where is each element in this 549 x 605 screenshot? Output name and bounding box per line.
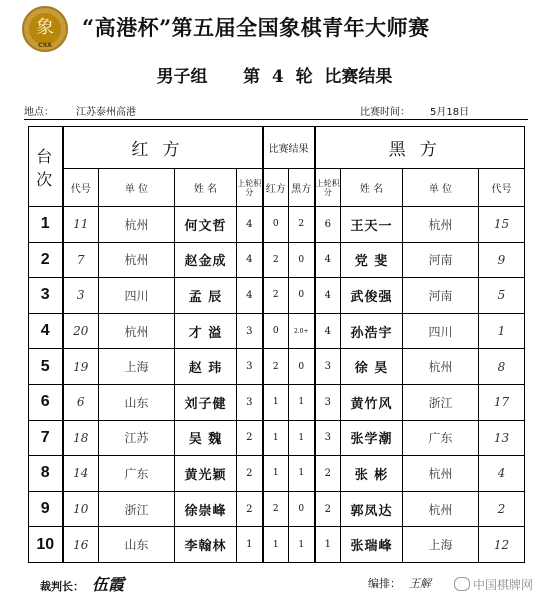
black-name: 张学潮 xyxy=(341,420,403,456)
red-score: 0 xyxy=(263,313,289,349)
red-prev-points: 3 xyxy=(237,384,263,420)
page-title: “高港杯”第五届全国象棋青年大师赛 xyxy=(82,15,430,40)
venue-label: 地点： xyxy=(24,107,54,118)
black-code: 13 xyxy=(479,420,525,456)
red-code: 3 xyxy=(63,278,99,314)
black-name: 徐 昊 xyxy=(341,349,403,385)
red-name: 徐崇峰 xyxy=(175,491,237,527)
table-row xyxy=(29,491,525,527)
black-score: 0 xyxy=(289,491,315,527)
red-prev-points: 4 xyxy=(237,278,263,314)
black-unit: 河南 xyxy=(403,242,479,278)
black-score: 1 xyxy=(289,527,315,563)
black-name: 王天一 xyxy=(341,207,403,243)
red-score: 2 xyxy=(263,491,289,527)
black-unit: 杭州 xyxy=(403,349,479,385)
black-code: 4 xyxy=(479,456,525,492)
header-row-bottom xyxy=(29,169,525,207)
black-code: 15 xyxy=(479,207,525,243)
red-prev-points: 3 xyxy=(237,313,263,349)
col-header-black-unit: 单 位 xyxy=(403,169,479,207)
table-row xyxy=(29,242,525,278)
black-unit: 杭州 xyxy=(403,207,479,243)
red-code: 19 xyxy=(63,349,99,385)
arranger-signature xyxy=(368,575,431,591)
red-code: 7 xyxy=(63,242,99,278)
results-table xyxy=(28,126,525,563)
col-header-black-score: 黑方 xyxy=(289,169,315,207)
col-header-red-code: 代号 xyxy=(63,169,99,207)
red-name: 刘子健 xyxy=(175,384,237,420)
table-row xyxy=(29,384,525,420)
table-row xyxy=(29,349,525,385)
arranger-sig: 王解 xyxy=(409,577,431,590)
black-prev-points: 4 xyxy=(315,242,341,278)
black-score: 2.0+ xyxy=(289,313,315,349)
red-prev-points: 2 xyxy=(237,456,263,492)
red-name: 才 溢 xyxy=(175,313,237,349)
black-prev-points: 1 xyxy=(315,527,341,563)
logo-emblem xyxy=(22,6,68,52)
red-prev-points: 1 xyxy=(237,527,263,563)
black-code: 5 xyxy=(479,278,525,314)
black-score: 0 xyxy=(289,349,315,385)
black-prev-points: 3 xyxy=(315,349,341,385)
result-group-header: 比赛结果 xyxy=(263,127,315,169)
red-code: 10 xyxy=(63,491,99,527)
red-score: 1 xyxy=(263,527,289,563)
black-score: 1 xyxy=(289,420,315,456)
table-number: 6 xyxy=(29,384,63,420)
red-score: 2 xyxy=(263,349,289,385)
black-code: 8 xyxy=(479,349,525,385)
table-number: 5 xyxy=(29,349,63,385)
table-number: 7 xyxy=(29,420,63,456)
red-unit: 山东 xyxy=(99,384,175,420)
red-code: 18 xyxy=(63,420,99,456)
black-unit: 浙江 xyxy=(403,384,479,420)
black-name: 张瑞峰 xyxy=(341,527,403,563)
red-unit: 广东 xyxy=(99,456,175,492)
red-unit: 杭州 xyxy=(99,313,175,349)
col-header-black-prev-points: 上轮积分 xyxy=(315,169,341,207)
venue-info xyxy=(24,103,136,118)
divider xyxy=(24,119,528,120)
red-code: 14 xyxy=(63,456,99,492)
table-number: 3 xyxy=(29,278,63,314)
black-unit: 广东 xyxy=(403,420,479,456)
arranger-label: 编排： xyxy=(368,577,401,590)
black-side-header: 黑方 xyxy=(315,127,525,169)
wechat-icon xyxy=(454,577,470,591)
logo-text: CXA xyxy=(38,42,52,49)
red-score: 1 xyxy=(263,456,289,492)
col-header-black-name: 姓 名 xyxy=(341,169,403,207)
black-prev-points: 3 xyxy=(315,420,341,456)
table-row xyxy=(29,527,525,563)
black-prev-points: 6 xyxy=(315,207,341,243)
date-value: 5月18日 xyxy=(430,107,470,118)
red-unit: 江苏 xyxy=(99,420,175,456)
black-prev-points: 2 xyxy=(315,491,341,527)
table-row xyxy=(29,420,525,456)
black-name: 党 斐 xyxy=(341,242,403,278)
black-unit: 上海 xyxy=(403,527,479,563)
black-score: 0 xyxy=(289,278,315,314)
date-label: 比赛时间： xyxy=(360,107,410,118)
page-subtitle: 男子组 第 4 轮 比赛结果 xyxy=(156,67,393,87)
red-score: 2 xyxy=(263,278,289,314)
referee-signature xyxy=(40,572,124,595)
red-name: 吴 魏 xyxy=(175,420,237,456)
col-header-red-prev-points: 上轮积分 xyxy=(237,169,263,207)
table-number: 1 xyxy=(29,207,63,243)
black-prev-points: 4 xyxy=(315,313,341,349)
red-prev-points: 3 xyxy=(237,349,263,385)
table-number: 8 xyxy=(29,456,63,492)
red-code: 11 xyxy=(63,207,99,243)
date-info xyxy=(360,103,469,118)
red-score: 0 xyxy=(263,207,289,243)
black-code: 17 xyxy=(479,384,525,420)
black-code: 2 xyxy=(479,491,525,527)
col-header-red-name: 姓 名 xyxy=(175,169,237,207)
venue-value: 江苏泰州高港 xyxy=(76,107,136,118)
red-name: 孟 辰 xyxy=(175,278,237,314)
red-code: 20 xyxy=(63,313,99,349)
red-unit: 山东 xyxy=(99,527,175,563)
red-name: 赵金成 xyxy=(175,242,237,278)
black-unit: 杭州 xyxy=(403,456,479,492)
logo-symbol: 象 xyxy=(29,13,61,45)
black-score: 1 xyxy=(289,456,315,492)
black-name: 孙浩宇 xyxy=(341,313,403,349)
table-number: 4 xyxy=(29,313,63,349)
black-unit: 四川 xyxy=(403,313,479,349)
red-unit: 杭州 xyxy=(99,207,175,243)
red-name: 赵 玮 xyxy=(175,349,237,385)
red-prev-points: 4 xyxy=(237,207,263,243)
red-score: 1 xyxy=(263,384,289,420)
black-name: 黄竹风 xyxy=(341,384,403,420)
red-prev-points: 2 xyxy=(237,491,263,527)
red-side-header: 红方 xyxy=(63,127,263,169)
black-score: 2 xyxy=(289,207,315,243)
red-prev-points: 4 xyxy=(237,242,263,278)
black-code: 9 xyxy=(479,242,525,278)
red-code: 16 xyxy=(63,527,99,563)
black-score: 0 xyxy=(289,242,315,278)
table-row xyxy=(29,456,525,492)
black-name: 张 彬 xyxy=(341,456,403,492)
header-row-top xyxy=(29,127,525,169)
black-name: 郭凤达 xyxy=(341,491,403,527)
table-row xyxy=(29,278,525,314)
black-score: 1 xyxy=(289,384,315,420)
table-number: 9 xyxy=(29,491,63,527)
col-header-red-score: 红方 xyxy=(263,169,289,207)
table-row xyxy=(29,207,525,243)
red-score: 1 xyxy=(263,420,289,456)
black-prev-points: 4 xyxy=(315,278,341,314)
watermark xyxy=(454,576,533,593)
table-number: 10 xyxy=(29,527,63,563)
black-name: 武俊强 xyxy=(341,278,403,314)
black-code: 1 xyxy=(479,313,525,349)
black-unit: 杭州 xyxy=(403,491,479,527)
col-header-black-code: 代号 xyxy=(479,169,525,207)
referee-sig: 伍霞 xyxy=(92,575,125,594)
watermark-text: 中国棋牌网 xyxy=(473,578,534,592)
red-name: 李翰林 xyxy=(175,527,237,563)
black-unit: 河南 xyxy=(403,278,479,314)
red-unit: 四川 xyxy=(99,278,175,314)
red-unit: 杭州 xyxy=(99,242,175,278)
table-number: 2 xyxy=(29,242,63,278)
col-header-taici: 台次 xyxy=(29,127,63,207)
red-score: 2 xyxy=(263,242,289,278)
referee-label: 裁判长： xyxy=(40,580,84,593)
table-row xyxy=(29,313,525,349)
black-prev-points: 2 xyxy=(315,456,341,492)
black-code: 12 xyxy=(479,527,525,563)
col-header-red-unit: 单 位 xyxy=(99,169,175,207)
black-prev-points: 3 xyxy=(315,384,341,420)
red-prev-points: 2 xyxy=(237,420,263,456)
red-name: 何文哲 xyxy=(175,207,237,243)
red-code: 6 xyxy=(63,384,99,420)
red-name: 黄光颖 xyxy=(175,456,237,492)
red-unit: 浙江 xyxy=(99,491,175,527)
red-unit: 上海 xyxy=(99,349,175,385)
